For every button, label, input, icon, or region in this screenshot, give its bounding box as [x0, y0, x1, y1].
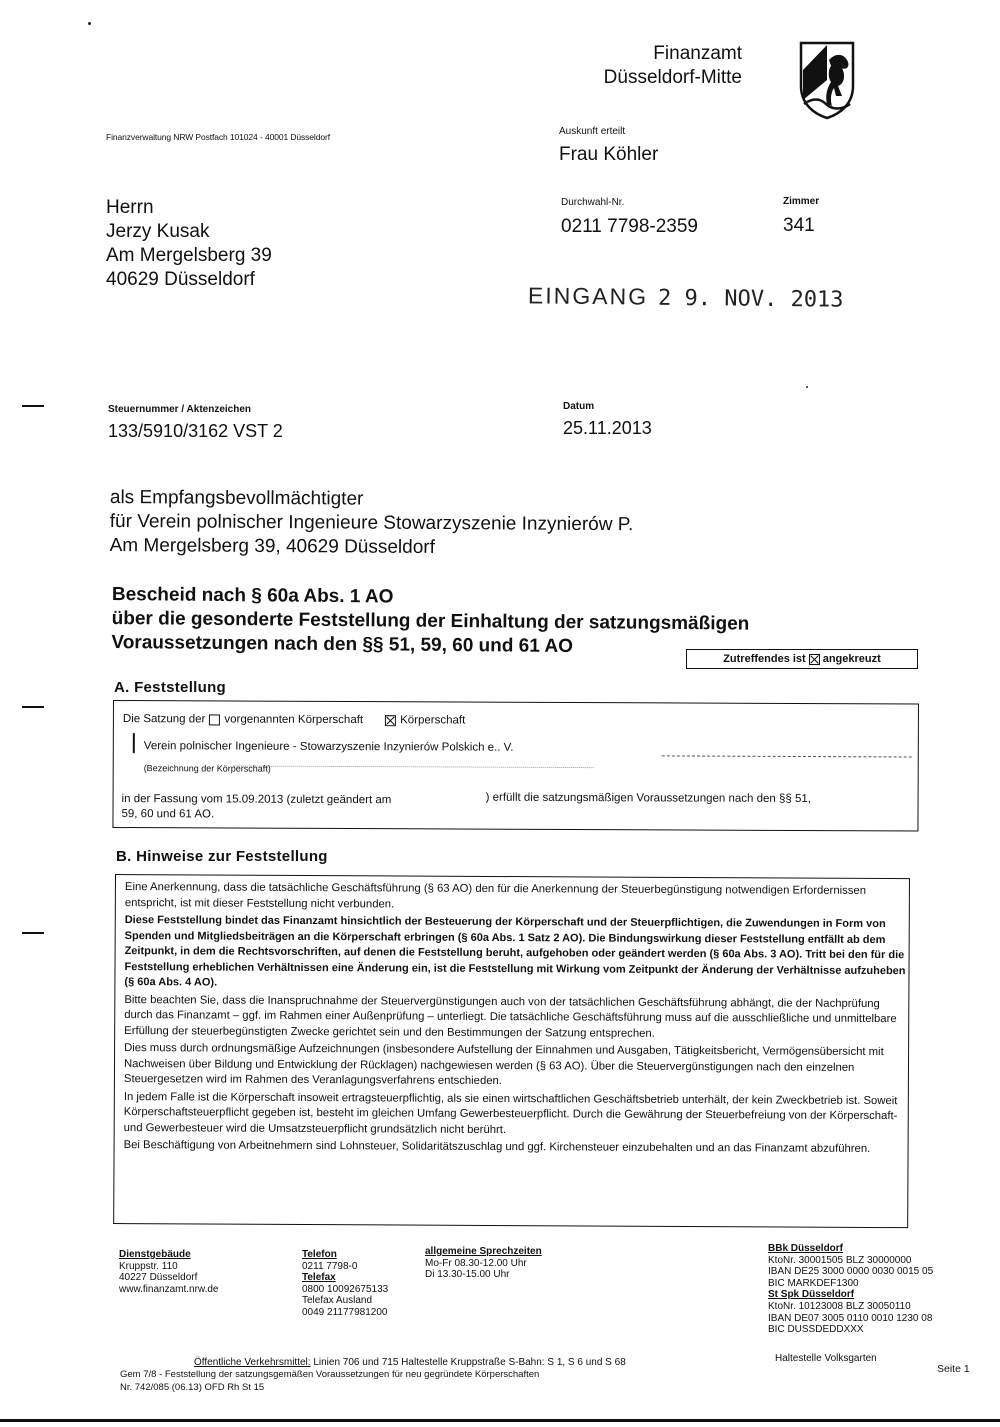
scan-bottom-edge [0, 1419, 1000, 1422]
zimmer-value: 341 [783, 215, 815, 236]
marking-hint [686, 649, 918, 669]
form-line1: Gem 7/8 - Feststellung der satzungsgemäßen Voraussetzungen für neu gegründete Körperschaften [120, 1369, 540, 1380]
fold-mark [22, 706, 44, 708]
hint-paragraph: Eine Anerkennung, dass die tatsächliche Geschäftsführung (§ 63 AO) den für die Anerkennung der Steuerbegünstigung notwendigen Erfordernissen entspricht, ist mit dieser Feststellung nicht verbunden. [124, 881, 867, 910]
stamp-label: EINGANG [527, 282, 649, 310]
nrw-crest-icon [798, 40, 856, 120]
hint-paragraph: Dies muss durch ordnungsmäßige Aufzeichnungen (insbesondere Aufstellung der Einnahmen und Ausgaben, Tätigkeitsbericht, Vermögensübersicht mit Nachweisen über Bildung und Entwicklung der Rücklagen) nachgewiesen werden (§ 63 AO). Über die Steuervergünstigungen nach den einzelnen Steuergesetzen wird im Rahmen des Veranlagungsverfahrens entschieden. [123, 1042, 884, 1088]
fassung-line1: in der Fassung vom 15.09.2013 (zuletzt geändert am [121, 793, 392, 807]
intro-text: als Empfangsbevollmächtigter für Verein polnischer Ingenieure Stowarzyszenie Inzynierów P. Am Mergelsberg 39, 40629 Düsseldorf [109, 486, 634, 558]
option1-label: vorgenannten Körperschaft [224, 713, 364, 727]
checked-box-icon [809, 654, 820, 665]
organisation-name: Verein polnischer Ingenieure - Stowarzyszenie Inzynierów Polskich e.. V. [143, 740, 514, 754]
footer-verkehr [194, 1357, 626, 1369]
verkehr-title: Öffentliche Verkehrsmittel: [194, 1357, 311, 1368]
authority-line2: Düsseldorf-Mitte [603, 67, 742, 88]
section-a-box [112, 700, 919, 832]
zimmer-label: Zimmer [783, 196, 820, 207]
name-field-underline [234, 766, 594, 769]
authority-line1: Finanzamt [653, 43, 742, 64]
dienst-lines: Kruppstr. 110 40227 Düsseldorf www.finanzamt.nrw.de [119, 1260, 219, 1295]
notice-heading: Bescheid nach § 60a Abs. 1 AO über die gesonderte Feststellung der Einhaltung der satzungsmäßigen Voraussetzungen nach den §§ 51, 59, 60 und 61 AO [111, 583, 750, 658]
dienst-title: Dienstgebäude [119, 1249, 191, 1260]
organisation-name-label: (Bezeichnung der Körperschaft) [143, 763, 271, 774]
fold-mark [22, 405, 44, 407]
telefon-value: 0211 7798-0 [302, 1260, 358, 1272]
datum-label: Datum [563, 401, 595, 412]
datum-value: 25.11.2013 [563, 418, 652, 438]
scan-speck [806, 386, 808, 388]
checkbox-option2[interactable] [385, 715, 396, 726]
telefax-lines: 0800 10092675133 Telefax Ausland 0049 21177981200 [302, 1283, 389, 1318]
recipient-address: Herrn Jerzy Kusak Am Mergelsberg 39 40629 Düsseldorf [106, 197, 272, 290]
authority-name [604, 42, 742, 90]
footer-telefon [302, 1249, 388, 1319]
durchwahl-value: 0211 7798-2359 [561, 216, 698, 237]
footer-sprechzeiten [425, 1246, 542, 1281]
fold-mark [22, 932, 44, 934]
sprech-title: allgemeine Sprechzeiten [425, 1246, 542, 1257]
haltestelle: Haltestelle Volksgarten [775, 1353, 877, 1364]
stamp-date: 2 9. NOV. 2013 [657, 285, 844, 313]
bank1-title: BBk Düsseldorf [768, 1243, 844, 1254]
section-b-title: B. Hinweise zur Feststellung [116, 848, 328, 865]
auskunft-label: Auskunft erteilt [559, 126, 626, 137]
telefax-title: Telefax [302, 1272, 336, 1284]
scan-speck [88, 22, 91, 25]
satzung-prefix: Die Satzung der [122, 713, 206, 726]
bank2-lines: KtoNr. 10123008 BLZ 30050110 IBAN DE07 3005 0110 0010 1230 08 BIC DUSSDEDDXXX [768, 1300, 933, 1336]
fulfil-text: ) erfüllt die satzungsmäßigen Voraussetzungen nach den §§ 51, [485, 791, 812, 806]
checkbox-option1[interactable] [209, 714, 220, 725]
telefon-title: Telefon [302, 1249, 337, 1260]
bank1-lines: KtoNr. 30001505 BLZ 30000000 IBAN DE25 3000 0000 0030 0015 05 BIC MARKDEF1300 [768, 1254, 934, 1289]
durchwahl-label: Durchwahl-Nr. [561, 197, 625, 208]
fassung-line2: 59, 60 und 61 AO. [121, 808, 215, 821]
auskunft-value: Frau Köhler [559, 144, 659, 165]
sprech-lines: Mo-Fr 08.30-12.00 Uhr Di 13.30-15.00 Uhr [425, 1257, 527, 1281]
sender-line: Finanzverwaltung NRW Postfach 101024 - 40001 Düsseldorf [106, 132, 330, 142]
satzung-line [123, 713, 465, 726]
hint-before: Zutreffendes ist [723, 653, 806, 665]
footer-dienstgebaeude [119, 1249, 219, 1295]
verkehr-text: Linien 706 und 715 Haltestelle Kruppstraße S-Bahn: S 1, S 6 und S 68 [313, 1357, 626, 1368]
hint-paragraph: Bitte beachten Sie, dass die Inanspruchnahme der Steuervergünstigungen auch von der tatsächlichen Geschäftsführung abhängt, die der Nachprüfung durch das Finanzamt – ggf. im Rahmen einer Außenprüfung – unterliegt. Die tatsächliche Geschäftsführung muss auf die ausschließliche und unmittelbare Erfüllung der steuerbegünstigten Zwecke gerichtet sein und den Bestimmungen der Satzung entsprechen. [124, 993, 897, 1040]
hint-paragraph: In jedem Falle ist die Körperschaft insoweit ertragsteuerpflichtig, als sie einen wirtschaftlichen Geschäftsbetrieb unterhält, der kein Zweckbetrieb ist. Soweit Körperschaftsteuerpflicht gegeben ist, besteht im gleichen Umfang Gewerbesteuerpflicht. Durch die Gewährung der Steuerbefreiung von der Körperschaft- und Gewerbesteuer wird die Umsatzsteuerpflicht grundsätzlich nicht berührt. [123, 1090, 898, 1136]
page-number: Seite 1 [937, 1363, 970, 1375]
field-marker [133, 733, 135, 753]
section-b-box [113, 874, 910, 1228]
option2-label: Körperschaft [400, 714, 466, 727]
bank2-title: St Spk Düsseldorf [768, 1289, 855, 1301]
received-stamp [528, 282, 844, 312]
section-a-title: A. Feststellung [114, 679, 227, 696]
hint-paragraph: Diese Feststellung bindet das Finanzamt hinsichtlich der Besteuerung der Körperschaft und der Steuerpflichtigen, die Zuwendungen in Form von Spenden und Mitgliedsbeiträgen an die Körperschaft erbringen (§ 60a Abs. 1 Satz 2 AO). Die Bindungswirkung dieser Feststellung entfällt ab dem Zeitpunkt, in dem die Rechtsvorschriften, auf denen die Feststellung beruht, aufgehoben oder geändert werden (§ 60a Abs. 3 AO). Tritt bei den für die Feststellung erheblichen Verhältnissen eine Änderung ein, ist die Feststellung mit Wirkung vom Zeitpunkt der Änderung der Verhältnisse aufzuheben (§ 60a Abs. 4 AO). [124, 914, 906, 989]
steuernummer-value: 133/5910/3162 VST 2 [108, 421, 283, 441]
hint-paragraph: Bei Beschäftigung von Arbeitnehmern sind Lohnsteuer, Solidaritätszuschlag und ggf. Kirchensteuer einzubehalten und an das Finanzamt abzuführen. [123, 1139, 871, 1155]
footer-bank [768, 1243, 933, 1336]
hint-paragraphs [124, 880, 908, 1160]
steuernummer-label: Steuernummer / Aktenzeichen [108, 404, 252, 415]
form-line2: Nr. 742/085 (06.13) OFD Rh St 15 [120, 1382, 265, 1393]
name-field-line [662, 755, 912, 757]
hint-after: angekreuzt [822, 653, 881, 665]
